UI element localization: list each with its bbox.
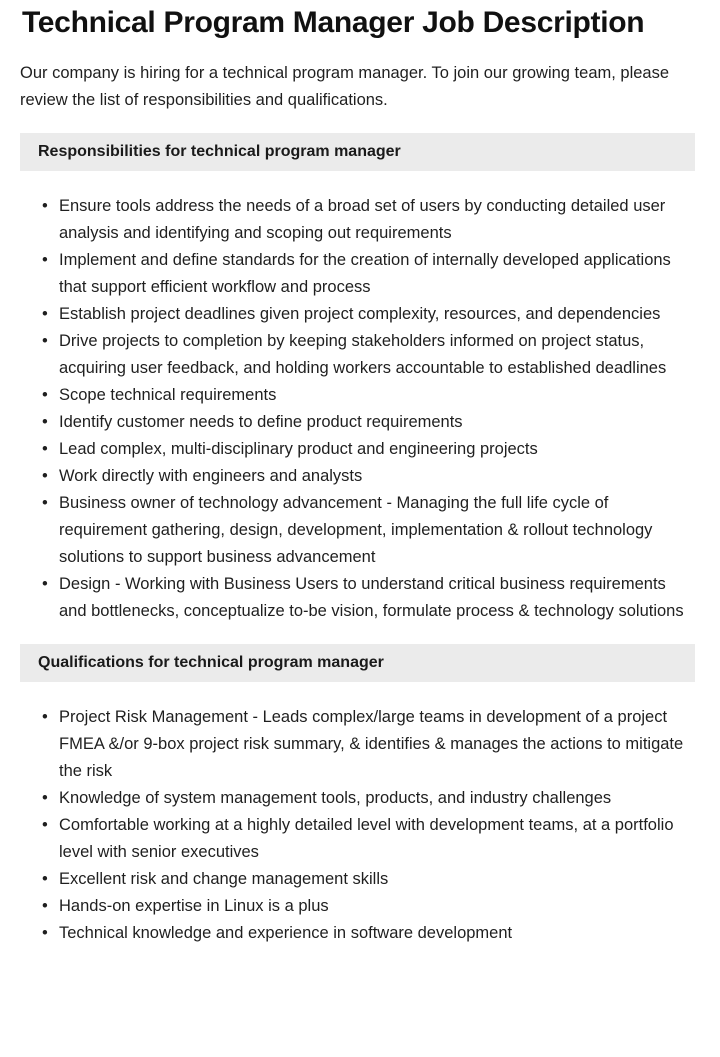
section-heading: Qualifications for technical program manager (38, 654, 384, 671)
section-header (20, 644, 695, 682)
list-item (0, 301, 720, 328)
list-item-text: Technical knowledge and experience in software development (59, 924, 513, 942)
list-item (0, 436, 720, 463)
bullet-icon: • (42, 897, 48, 915)
list-item-text: Implement and define standards for the creation of internally developed applications that support efficient workflow and process (59, 251, 671, 296)
bullet-icon: • (42, 789, 48, 807)
list-item (0, 490, 720, 571)
list-item (0, 785, 720, 812)
list-item (0, 893, 720, 920)
bullet-icon: • (42, 413, 48, 431)
list-item (0, 328, 720, 382)
list-item-text: Hands-on expertise in Linux is a plus (59, 897, 329, 915)
section-heading: Responsibilities for technical program manager (38, 143, 401, 160)
list-item-text: Drive projects to completion by keeping stakeholders informed on project status, acquiring user feedback, and holding workers accountable to established deadlines (59, 332, 667, 377)
list-item-text: Ensure tools address the needs of a broad set of users by conducting detailed user analysis and identifying and scoping out requirements (59, 197, 666, 242)
list-item-text: Lead complex, multi-disciplinary product and engineering projects (59, 440, 538, 458)
list-item (0, 812, 720, 866)
section-body (0, 171, 720, 625)
sections-container (0, 133, 720, 947)
bullet-icon: • (42, 386, 48, 404)
section-body (0, 682, 720, 947)
page-title: Technical Program Manager Job Description (22, 6, 645, 39)
list-item-text: Identify customer needs to define product requirements (59, 413, 463, 431)
bullet-icon: • (42, 332, 48, 350)
intro-paragraph: Our company is hiring for a technical program manager. To join our growing team, please review the list of responsibilities and qualifications. (20, 64, 670, 109)
section (0, 644, 720, 947)
list-item-text: Design - Working with Business Users to understand critical business requirements and bottlenecks, conceptualize to-be vision, formulate process & technology solutions (59, 575, 684, 620)
list-item-text: Establish project deadlines given project complexity, resources, and dependencies (59, 305, 661, 323)
section (0, 133, 720, 625)
list-item-text: Excellent risk and change management skills (59, 870, 389, 888)
list-item (0, 382, 720, 409)
list-item-text: Project Risk Management - Leads complex/large teams in development of a project FMEA &/or 9-box project risk summary, & identifies & manages the actions to mitigate the risk (59, 708, 684, 780)
list-item-text: Comfortable working at a highly detailed level with development teams, at a portfolio level with senior executives (59, 816, 674, 861)
bullet-icon: • (42, 305, 48, 323)
section-header (20, 133, 695, 171)
bullet-icon: • (42, 708, 48, 726)
list-item (0, 247, 720, 301)
list-item (0, 920, 720, 947)
bullet-icon: • (42, 467, 48, 485)
list-item (0, 704, 720, 785)
list-item-text: Scope technical requirements (59, 386, 277, 404)
bullet-icon: • (42, 575, 48, 593)
bullet-list (0, 193, 720, 625)
list-item (0, 193, 720, 247)
bullet-icon: • (42, 251, 48, 269)
bullet-list (0, 704, 720, 947)
list-item-text: Knowledge of system management tools, products, and industry challenges (59, 789, 612, 807)
list-item (0, 463, 720, 490)
list-item (0, 409, 720, 436)
bullet-icon: • (42, 197, 48, 215)
list-item (0, 571, 720, 625)
bullet-icon: • (42, 816, 48, 834)
list-item-text: Work directly with engineers and analysts (59, 467, 363, 485)
bullet-icon: • (42, 440, 48, 458)
list-item (0, 866, 720, 893)
bullet-icon: • (42, 924, 48, 942)
bullet-icon: • (42, 494, 48, 512)
bullet-icon: • (42, 870, 48, 888)
list-item-text: Business owner of technology advancement - Managing the full life cycle of requirement gathering, design, development, implementation & rollout technology solutions to support business advancement (59, 494, 653, 566)
